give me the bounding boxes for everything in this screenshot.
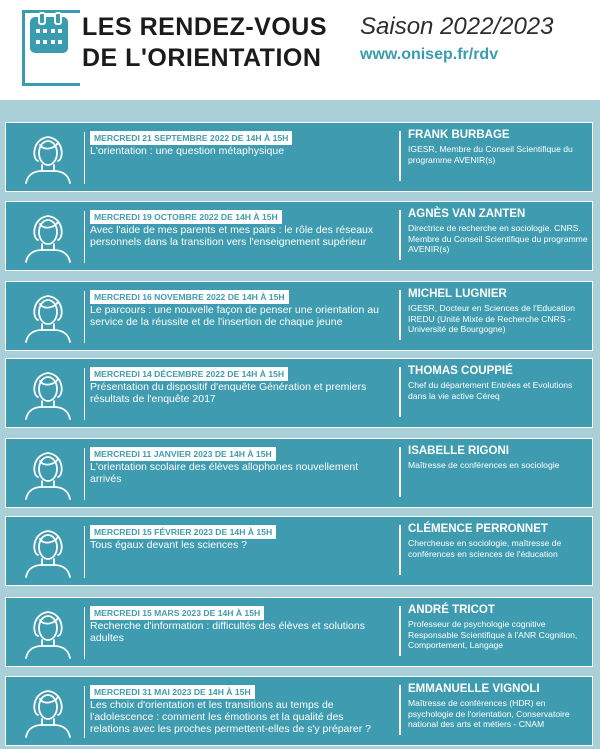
divider-bracket: [76, 211, 85, 263]
speaker-name: THOMAS COUPPIÉ: [408, 365, 513, 377]
woman-avatar-icon: [20, 131, 76, 185]
woman-avatar-icon: [20, 685, 76, 739]
speaker-name: FRANK BURBAGE: [408, 129, 510, 141]
event-row: [5, 201, 593, 271]
page-title-line1: LES RENDEZ-VOUS: [82, 13, 328, 41]
event-row: [5, 438, 593, 508]
speaker-role: IGESR, Membre du Conseil Scientifique du programme AVENIR(s): [408, 144, 573, 165]
event-topic: L'orientation : une question métaphysique: [90, 145, 285, 157]
speaker-role: Chercheuse en sociologie, maîtresse de conférences en sciences de l'éducation: [408, 538, 562, 559]
event-date-badge: MERCREDI 16 NOVEMBRE 2022 DE 14H À 15H: [90, 290, 289, 304]
event-date-badge: MERCREDI 19 OCTOBRE 2022 DE 14H À 15H: [90, 210, 282, 224]
divider-bracket: [76, 526, 85, 578]
speaker-divider: [399, 210, 401, 260]
event-row: [5, 281, 593, 351]
event-date-badge: MERCREDI 31 MAI 2023 DE 14H À 15H: [90, 685, 255, 699]
event-row: [5, 516, 593, 586]
divider-bracket: [76, 686, 85, 738]
woman-avatar-icon: [20, 525, 76, 579]
event-row: [5, 597, 593, 667]
event-date-badge: MERCREDI 11 JANVIER 2023 DE 14H À 15H: [90, 447, 276, 461]
speaker-name: MICHEL LUGNIER: [408, 288, 507, 300]
speaker-role: IGESR, Docteur en Sciences de l'Education IREDU (Unité Mixte de Recherche CNRS - Université de Bourgogne): [408, 303, 575, 334]
event-topic: Recherche d'information : difficultés des élèves et solutions adultes: [90, 620, 365, 644]
events-panel: [0, 100, 600, 749]
event-topic: L'orientation scolaire des élèves allophones nouvellement arrivés: [90, 461, 359, 485]
divider-bracket: [76, 607, 85, 659]
woman-avatar-icon: [20, 210, 76, 264]
page-title-line2: DE L'ORIENTATION: [82, 44, 322, 72]
event-topic: Les choix d'orientation et les transitions au temps de l'adolescence : comment les émotions et la qualité des relations avec les proches permettent-elles de s'y préparer ?: [90, 699, 371, 735]
event-date-badge: MERCREDI 15 MARS 2023 DE 14H À 15H: [90, 606, 264, 620]
speaker-divider: [399, 525, 401, 575]
woman-avatar-icon: [20, 606, 76, 660]
event-date-badge: MERCREDI 14 DÉCEMBRE 2022 DE 14H À 15H: [90, 367, 288, 381]
event-row: [5, 676, 593, 746]
speaker-role: Professeur de psychologie cognitive Responsable Scientifique à l'ANR Cognition, Comportement, Langage: [408, 619, 578, 650]
speaker-divider: [399, 367, 401, 417]
speaker-divider: [399, 290, 401, 340]
woman-avatar-icon: [20, 367, 76, 421]
event-date-badge: MERCREDI 21 SEPTEMBRE 2022 DE 14H À 15H: [90, 131, 292, 145]
calendar-icon: [30, 17, 68, 53]
speaker-role: Maîtresse de conférences (HDR) en psychologie de l'orientation, Conservatoire national des arts et métiers - CNAM: [408, 698, 570, 729]
event-date-badge: MERCREDI 15 FÉVRIER 2023 DE 14H À 15H: [90, 525, 276, 539]
speaker-role: Maîtresse de conférences en sociologie: [408, 460, 560, 470]
divider-bracket: [76, 368, 85, 420]
speaker-divider: [399, 606, 401, 656]
speaker-name: AGNÈS VAN ZANTEN: [408, 208, 526, 220]
season-label: Saison 2022/2023: [360, 13, 554, 40]
header: [0, 0, 600, 100]
speaker-name: CLÉMENCE PERRONNET: [408, 523, 548, 535]
speaker-name: EMMANUELLE VIGNOLI: [408, 683, 540, 695]
speaker-divider: [399, 447, 401, 497]
event-topic: Le parcours : une nouvelle façon de penser une orientation au service de la réussite et de l'insertion de chaque jeune: [90, 304, 379, 328]
speaker-role: Chef du département Entrées et Evolutions dans la vie active Céreq: [408, 380, 573, 401]
speaker-divider: [399, 685, 401, 735]
divider-bracket: [76, 132, 85, 184]
speaker-name: ANDRÉ TRICOT: [408, 604, 495, 616]
woman-avatar-icon: [20, 290, 76, 344]
woman-avatar-icon: [20, 447, 76, 501]
speaker-divider: [399, 131, 401, 181]
event-row: [5, 358, 593, 428]
divider-bracket: [76, 448, 85, 500]
event-topic: Tous égaux devant les sciences ?: [90, 539, 248, 551]
event-topic: Présentation du dispositif d'enquête Génération et premiers résultats de l'enquête 2017: [90, 381, 367, 405]
website-link[interactable]: www.onisep.fr/rdv: [360, 46, 499, 63]
divider-bracket: [76, 291, 85, 343]
speaker-role: Directrice de recherche en sociologie. CNRS. Membre du Conseil Scientifique du programme AVENIR(s): [408, 223, 588, 254]
speaker-name: ISABELLE RIGONI: [408, 445, 509, 457]
event-topic: Avec l'aide de mes parents et mes pairs : le rôle des réseaux personnels dans la transition vers l'enseignement supérieur: [90, 224, 374, 248]
event-row: [5, 122, 593, 192]
